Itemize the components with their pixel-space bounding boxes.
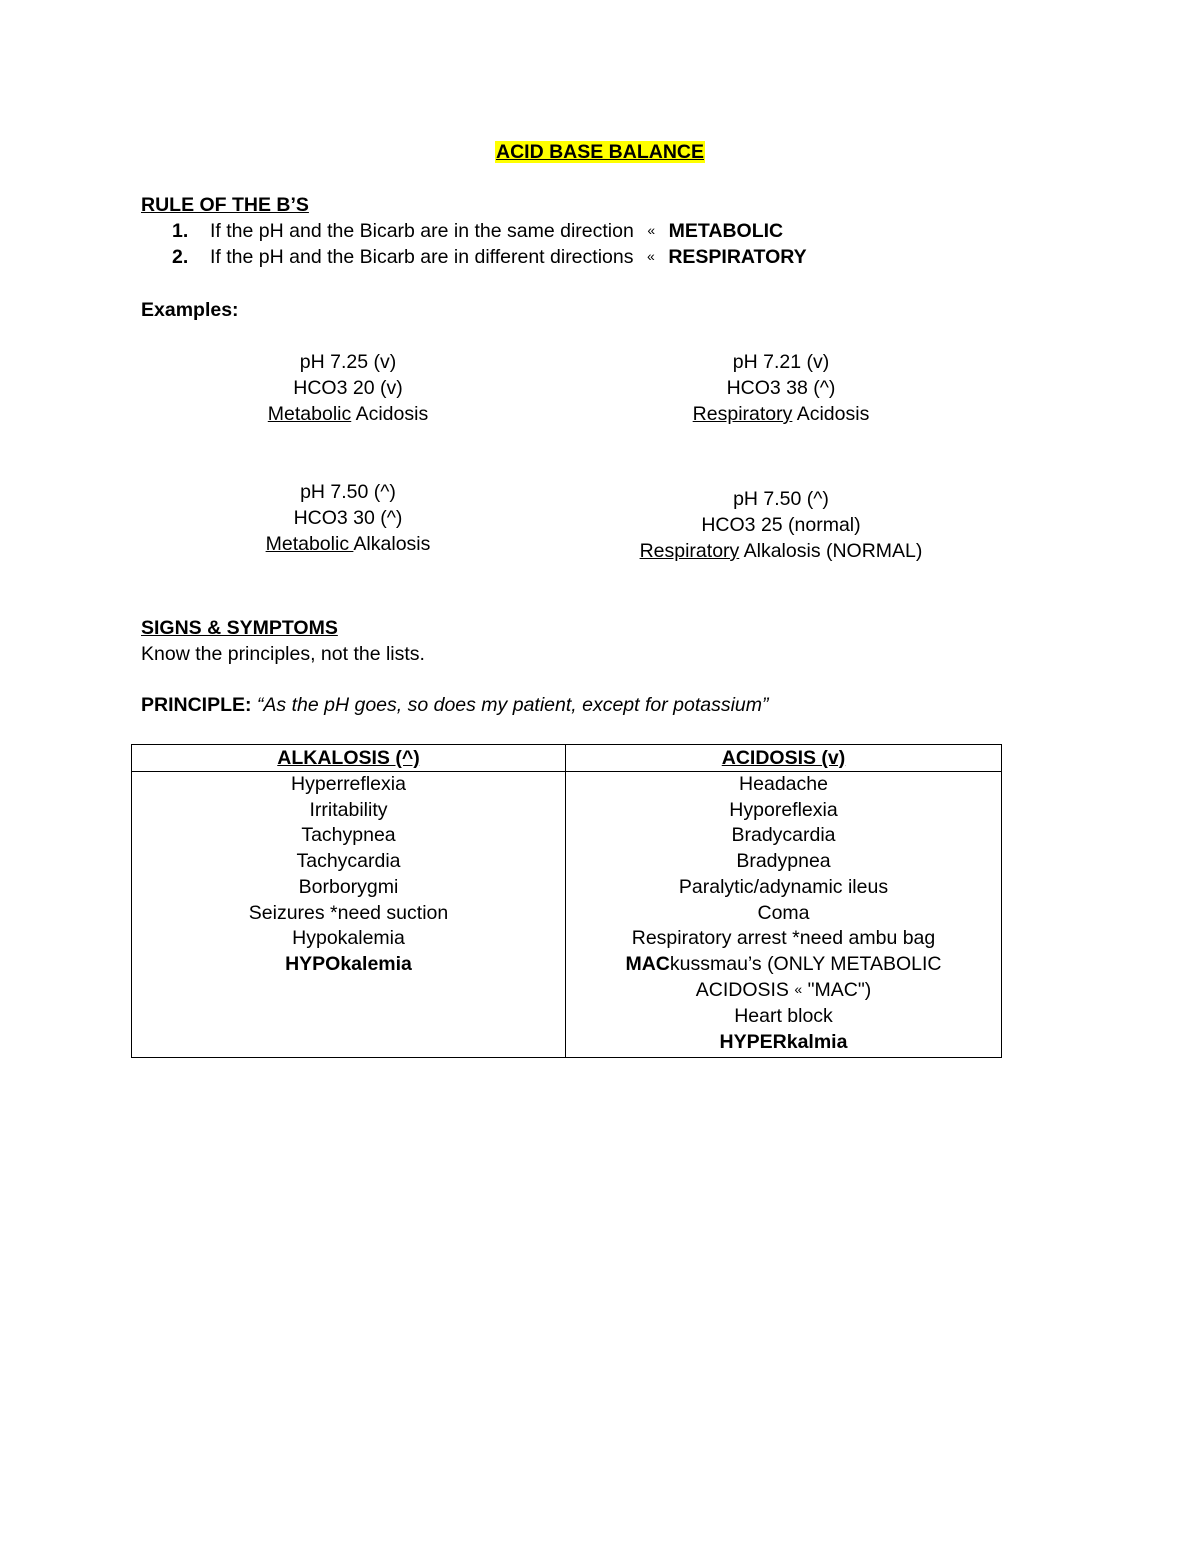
title-wrap xyxy=(0,141,1200,164)
table-row xyxy=(132,772,1002,1058)
list-item: Seizures *need suction xyxy=(248,901,449,924)
header-alkalosis: ALKALOSIS (^) xyxy=(132,745,566,772)
page-title: ACID BASE BALANCE xyxy=(495,141,704,163)
header-acidosis: ACIDOSIS (v) xyxy=(566,745,1002,772)
signs-symptoms-table xyxy=(131,744,1002,1058)
rule-heading: RULE OF THE B’S xyxy=(141,194,309,216)
example-hco3: HCO3 25 (normal) xyxy=(701,514,861,536)
rule-2 xyxy=(172,246,807,269)
principle-text: “As the pH goes, so does my patient, except for potassium” xyxy=(251,694,769,716)
list-item-kussmaul xyxy=(566,952,1001,978)
example-hco3: HCO3 30 (^) xyxy=(293,507,403,529)
kussmaul-rest: kussmau’s (ONLY METABOLIC xyxy=(669,952,942,975)
list-item-hyper xyxy=(566,1030,1001,1056)
example-hco3: HCO3 20 (v) xyxy=(293,377,403,399)
rule-1 xyxy=(172,220,783,243)
example-result xyxy=(571,401,991,427)
example-ph: pH 7.21 (v) xyxy=(732,351,830,373)
list-item: Hyperreflexia xyxy=(291,773,406,795)
example-result xyxy=(138,401,558,427)
example-type: Metabolic xyxy=(265,533,354,555)
signs-heading: SIGNS & SYMPTOMS xyxy=(141,617,338,639)
list-item: Heart block xyxy=(734,1005,833,1028)
list-item: Borborygmi xyxy=(298,875,399,898)
list-item: Coma xyxy=(757,901,810,924)
alkalosis-cell xyxy=(132,772,566,1058)
list-item: HYPOkalemia xyxy=(285,952,412,975)
list-item: Tachypnea xyxy=(301,824,396,847)
list-item: Bradypnea xyxy=(736,850,831,873)
list-item: Hyporeflexia xyxy=(729,798,838,821)
arrow-icon: « xyxy=(647,222,656,238)
rule-result: METABOLIC xyxy=(668,220,784,242)
example-result xyxy=(138,531,558,557)
example-respiratory-alkalosis xyxy=(571,486,991,564)
kussmaul-bold: MAC xyxy=(625,952,670,975)
list-item: Paralytic/adynamic ileus xyxy=(678,875,889,898)
examples-label: Examples: xyxy=(141,299,239,321)
example-metabolic-alkalosis xyxy=(138,479,558,557)
list-item: Hypokalemia xyxy=(292,927,405,950)
arrow-icon: « xyxy=(646,248,655,264)
table-header-row xyxy=(132,745,1002,772)
acidosis-cell xyxy=(566,772,1002,1058)
arrow-icon: « xyxy=(794,980,803,997)
list-item-kussmaul-cont xyxy=(566,978,1001,1005)
rule-text: If the pH and the Bicarb are in the same direction xyxy=(210,220,634,242)
rule-number: 2. xyxy=(172,246,189,268)
example-condition: Alkalosis (NORMAL) xyxy=(739,540,923,562)
list-item: Respiratory arrest *need ambu bag xyxy=(631,927,936,950)
list-item: Headache xyxy=(739,773,828,795)
example-result xyxy=(571,538,991,564)
example-ph: pH 7.50 (^) xyxy=(300,481,396,503)
example-condition: Acidosis xyxy=(792,403,870,425)
rule-number: 1. xyxy=(172,220,189,242)
example-hco3: HCO3 38 (^) xyxy=(726,377,836,399)
kussmaul-line2-a: ACIDOSIS xyxy=(695,978,795,1001)
hyper-rest: kalmia xyxy=(786,1031,848,1054)
example-respiratory-acidosis xyxy=(571,349,991,427)
example-type: Metabolic xyxy=(267,403,352,425)
example-type: Respiratory xyxy=(639,540,740,562)
principle-label: PRINCIPLE: xyxy=(141,694,252,716)
hyper-bold: HYPER xyxy=(719,1031,787,1054)
rule-text: If the pH and the Bicarb are in different directions xyxy=(210,246,634,268)
example-type: Respiratory xyxy=(692,403,793,425)
list-item: Irritability xyxy=(309,798,388,821)
example-condition: Alkalosis xyxy=(353,533,431,555)
example-ph: pH 7.50 (^) xyxy=(733,488,829,510)
principle xyxy=(141,694,769,717)
list-item: Bradycardia xyxy=(731,824,836,847)
rule-result: RESPIRATORY xyxy=(668,246,807,268)
list-item: Tachycardia xyxy=(296,850,401,873)
example-condition: Acidosis xyxy=(351,403,429,425)
example-metabolic-acidosis xyxy=(138,349,558,427)
signs-subtext: Know the principles, not the lists. xyxy=(141,643,425,665)
kussmaul-line2-b: "MAC") xyxy=(802,978,872,1001)
example-ph: pH 7.25 (v) xyxy=(299,351,397,373)
